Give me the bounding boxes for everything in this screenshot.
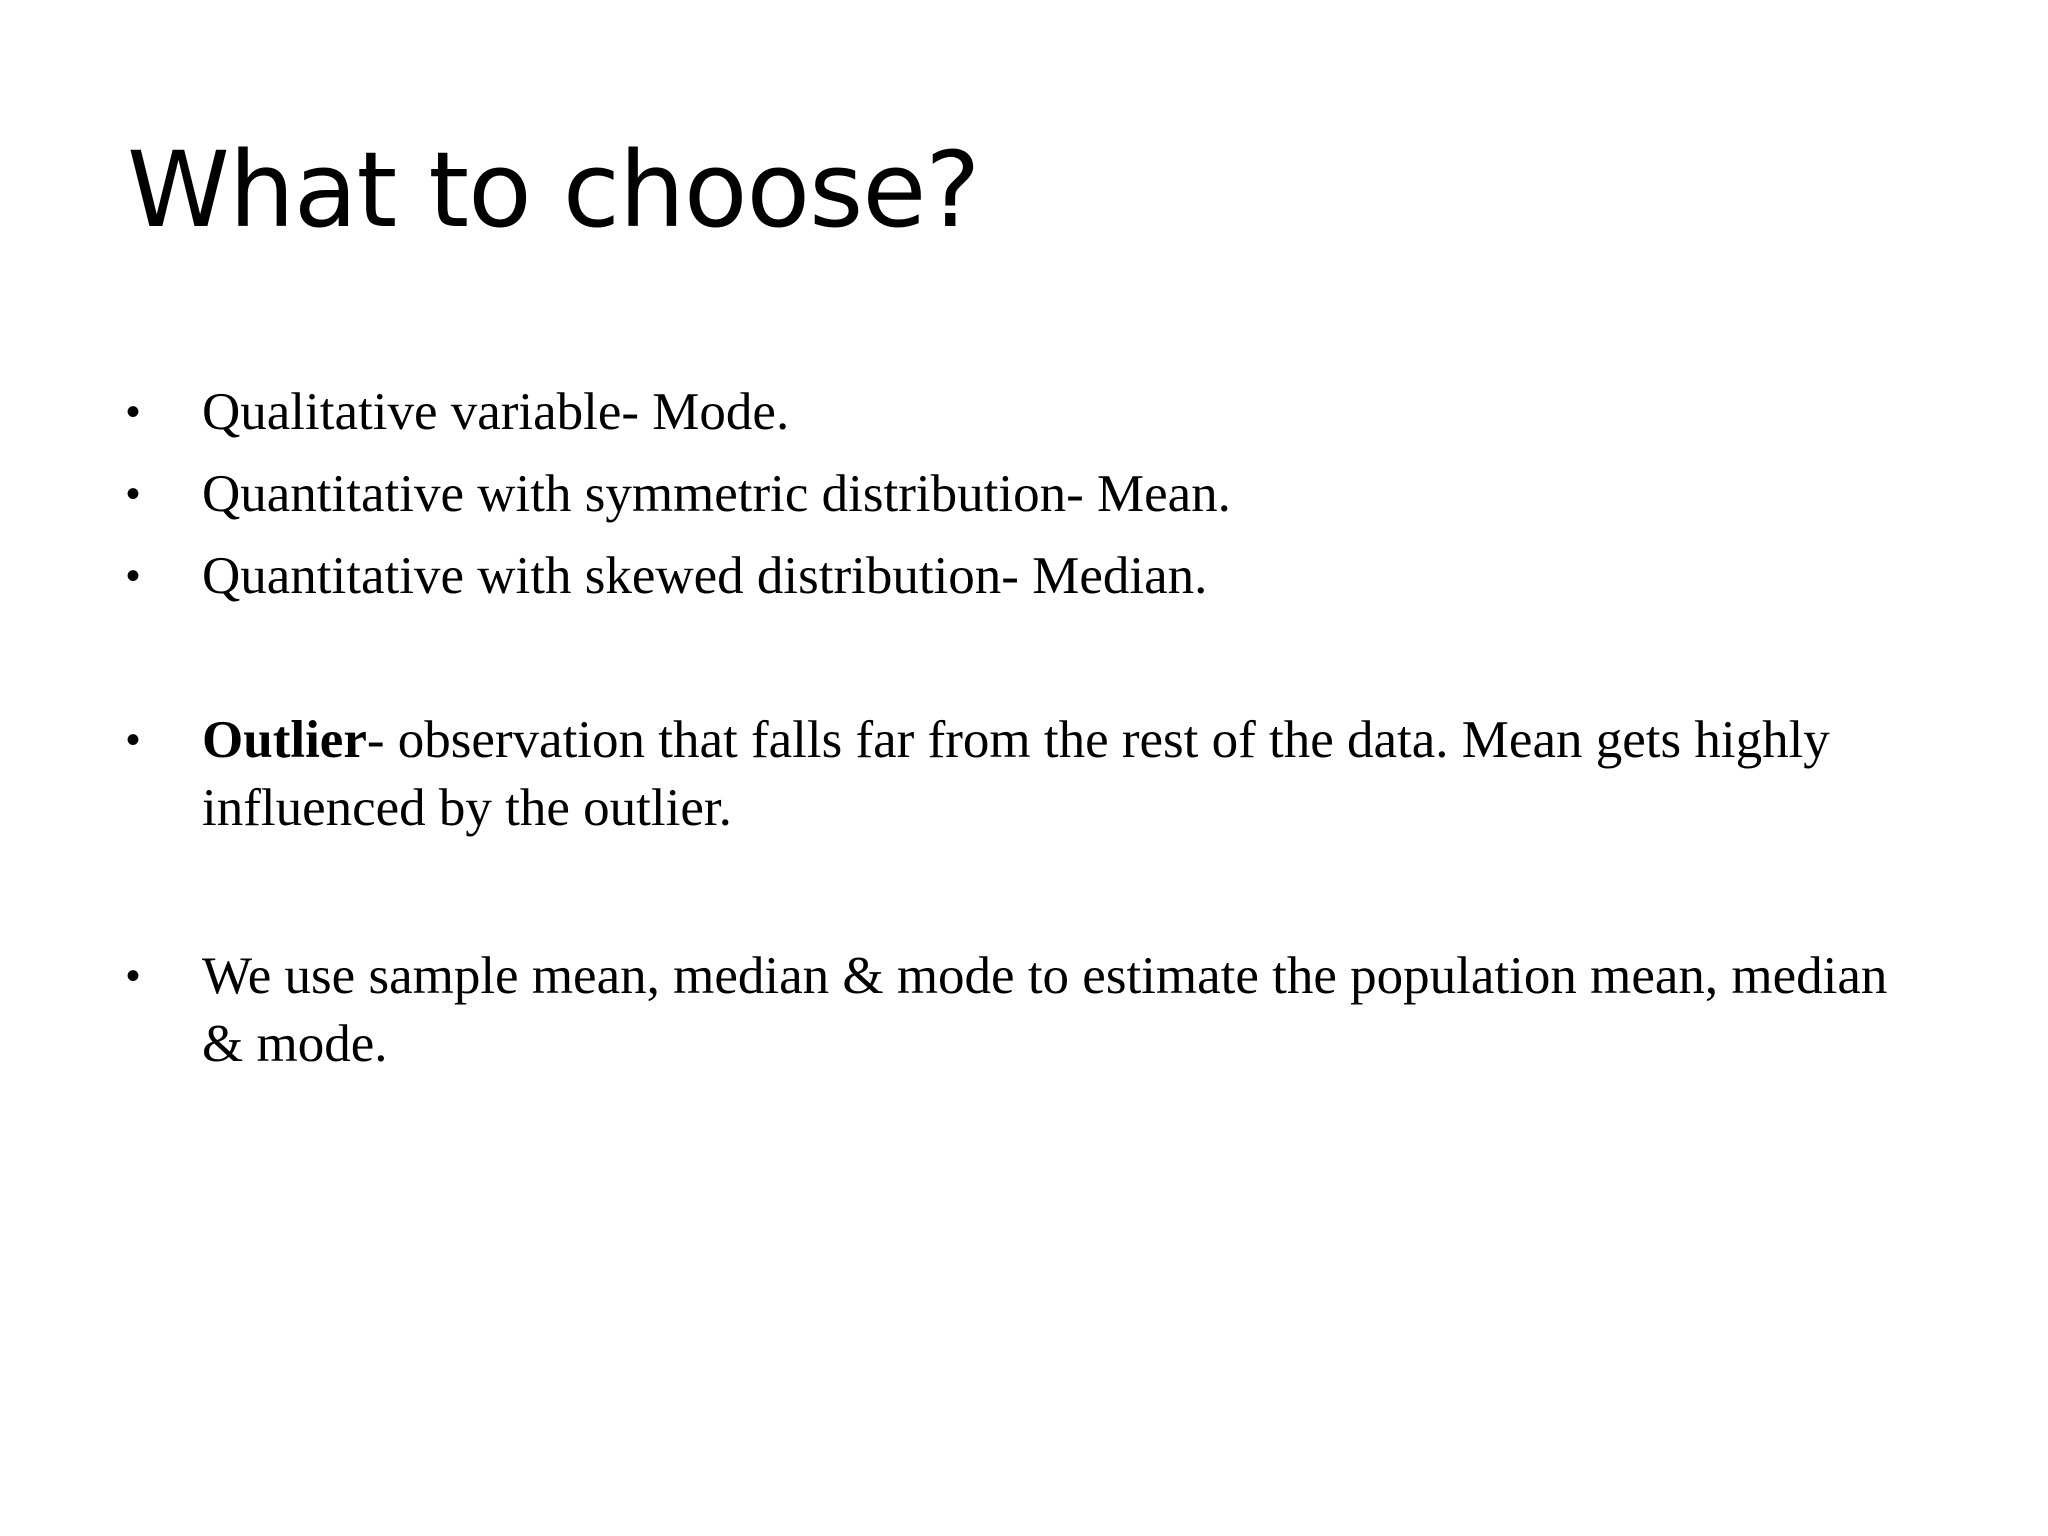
bullet-item xyxy=(126,542,1906,610)
outlier-term: Outlier xyxy=(202,711,367,769)
bullet-marker: • xyxy=(126,472,141,516)
slide-title: What to choose? xyxy=(127,129,980,251)
bullet-text: We use sample mean, median & mode to estimate the population mean, median & mode. xyxy=(202,947,1888,1073)
bullet-text: Qualitative variable- Mode. xyxy=(202,383,790,441)
bullet-item xyxy=(126,706,1906,842)
bullet-text: Quantitative with symmetric distribution- Mean. xyxy=(202,465,1231,523)
bullet-marker: • xyxy=(126,954,141,998)
bullet-item xyxy=(126,378,1906,446)
bullet-marker: • xyxy=(126,390,141,434)
bullet-marker: • xyxy=(126,718,141,762)
bullet-item xyxy=(126,460,1906,528)
outlier-definition: - observation that falls far from the rest of the data. Mean gets highly influenced by the outlier. xyxy=(202,711,1830,837)
bullet-marker: • xyxy=(126,554,141,598)
bullet-item xyxy=(126,942,1906,1078)
bullet-text xyxy=(202,706,1906,842)
bullet-text: Quantitative with skewed distribution- Median. xyxy=(202,547,1208,605)
